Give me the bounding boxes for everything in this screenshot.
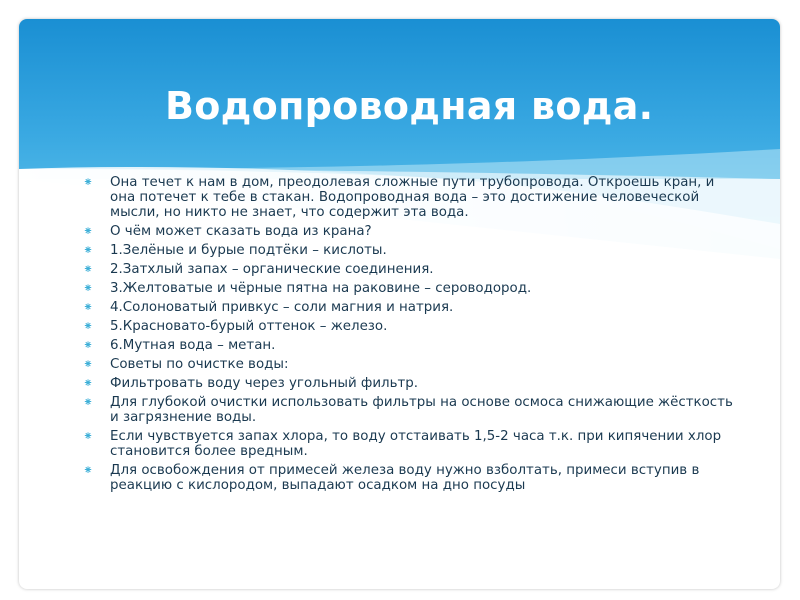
- bullet-icon: ⁕: [83, 243, 94, 257]
- list-item: [83, 262, 733, 277]
- list-item-text: 5.Красновато-бурый оттенок – железо.: [110, 319, 388, 334]
- list-item: [83, 281, 733, 296]
- bullet-icon: ⁕: [83, 357, 94, 371]
- list-item-text: О чём может сказать вода из крана?: [110, 224, 372, 239]
- slide: [19, 19, 780, 589]
- list-item: [83, 376, 733, 391]
- list-item-text: Она течет к нам в дом, преодолевая сложные пути трубопровода. Откроешь кран, и она потечет к тебе в стакан. Водопроводная вода – это достижение человеческой мысли, но никто не знает, что содержит эта вода.: [110, 175, 715, 220]
- list-item-text: Советы по очистке воды:: [110, 357, 289, 372]
- bullet-icon: ⁕: [83, 175, 94, 189]
- list-item-text: 3.Желтоватые и чёрные пятна на раковине – сероводород.: [110, 281, 532, 296]
- list-item-text: Для освобождения от примесей железа воду нужно взболтать, примеси вступив в реакцию с кислородом, выпадают осадком на дно посуды: [110, 463, 700, 493]
- list-item-text: 6.Мутная вода – метан.: [110, 338, 276, 353]
- bullet-icon: ⁕: [83, 262, 94, 276]
- list-item: [83, 429, 733, 459]
- list-item: [83, 338, 733, 353]
- list-item-text: 4.Солоноватый привкус – соли магния и натрия.: [110, 300, 454, 315]
- list-item-text: 2.Затхлый запах – органические соединения.: [110, 262, 434, 277]
- list-item: [83, 319, 733, 334]
- slide-title: Водопроводная вода.: [165, 84, 654, 128]
- bullet-list: [83, 175, 733, 497]
- list-item: [83, 463, 733, 493]
- bullet-icon: ⁕: [83, 429, 94, 443]
- list-item-text: Для глубокой очистки использовать фильтры на основе осмоса снижающие жёсткость и загрязнение воды.: [110, 395, 733, 425]
- bullet-icon: ⁕: [83, 463, 94, 477]
- list-item: [83, 357, 733, 372]
- bullet-icon: ⁕: [83, 300, 94, 314]
- list-item: [83, 243, 733, 258]
- list-item: [83, 175, 733, 220]
- list-item-text: 1.Зелёные и бурые подтёки – кислоты.: [110, 243, 387, 258]
- bullet-icon: ⁕: [83, 338, 94, 352]
- list-item: [83, 224, 733, 239]
- bullet-icon: ⁕: [83, 281, 94, 295]
- list-item: [83, 395, 733, 425]
- list-item-text: Если чувствуется запах хлора, то воду отстаивать 1,5-2 часа т.к. при кипячении хлор становится более вредным.: [110, 429, 722, 459]
- bullet-icon: ⁕: [83, 224, 94, 238]
- list-item: [83, 300, 733, 315]
- bullet-icon: ⁕: [83, 395, 94, 409]
- list-item-text: Фильтровать воду через угольный фильтр.: [110, 376, 419, 391]
- bullet-icon: ⁕: [83, 376, 94, 390]
- bullet-icon: ⁕: [83, 319, 94, 333]
